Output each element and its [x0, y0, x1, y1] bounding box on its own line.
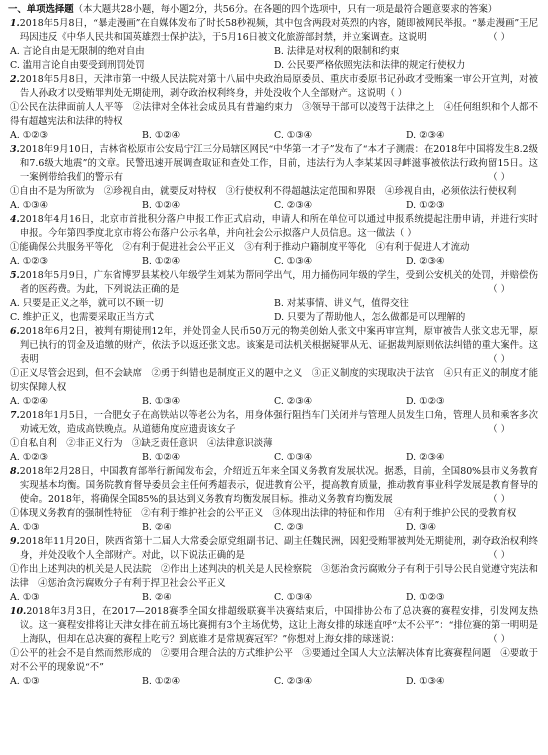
option-c: C. ②③④	[274, 676, 313, 687]
question-stem	[10, 269, 538, 297]
question-stem	[10, 17, 538, 45]
option-c: C. ①③④	[274, 130, 313, 141]
statement-list: ①公平的社会不是自然而然形成的 ②要用合理合法的方式维护公平 ③要通过全国人大立法解决体育比赛赛程问题 ④要敢于对不公平的现象说“不”	[10, 648, 538, 673]
option-row	[10, 311, 538, 325]
option-c: C. ①③④	[274, 452, 313, 463]
option-row	[10, 297, 538, 311]
question-stem	[10, 213, 538, 241]
option-d: D. ①②③	[406, 200, 445, 211]
option-b: B. 对某事情、讲义气，值得交往	[274, 298, 409, 309]
option-row	[10, 591, 538, 605]
option-a: A. ①③④	[10, 200, 48, 211]
option-row	[10, 199, 538, 213]
option-b: B. ①②④	[142, 200, 181, 211]
question-stem	[10, 409, 538, 437]
statement-list: ①自由不是为所欲为 ②珍视自由，就要反对特权 ③行使权利不得超越法定范围和界限 ④珍视自由，必须依法行使权利	[10, 186, 517, 197]
option-d: D. ②③④	[406, 130, 445, 141]
question-7	[10, 409, 538, 465]
option-c: C. 滥用言论自由要受到刑罚处罚	[10, 60, 145, 71]
question-stem	[10, 325, 538, 367]
question-text: 2018年4月16日，北京市首批积分落户申报工作正式启动，申请人和所在单位可以通过申报系统提起注册申请，并进行实时申报。今年第四季度北京市将公布落户公示名单，并向社会公示拟落户人员信息。这一做法（ ）	[19, 214, 538, 239]
question-5	[10, 269, 538, 325]
option-row	[10, 129, 538, 143]
option-row	[10, 675, 538, 689]
answer-parenthesis: （ ）	[488, 32, 510, 43]
option-d: D. ②③④	[406, 256, 445, 267]
question-list	[10, 17, 538, 689]
option-d: D. ③④	[406, 522, 436, 533]
option-b: B. ①②④	[142, 452, 181, 463]
question-9	[10, 535, 538, 605]
question-number: 10.	[10, 606, 27, 617]
answer-parenthesis: （ ）	[488, 424, 510, 435]
question-4	[10, 213, 538, 269]
question-text: 2018年1月5日，一合肥女子在高铁站以等老公为名，用身体强行阻挡车门关闭并与管理人员发生口角，管理人员和乘客多次劝诫无效，造成高铁晚点。从道德角度应遗责该女子	[19, 410, 538, 435]
question-2	[10, 73, 538, 143]
answer-parenthesis: （ ）	[488, 284, 510, 295]
answer-parenthesis: （ ）	[488, 354, 510, 365]
option-b: B. 法律是对权利的限制和约束	[274, 46, 400, 57]
question-text: 2018年5月9日，广东省博罗县某校八年级学生刘某为帮同学出气，用力捅伤同年级的学生，受到公安机关的处罚，并赔偿伤者的医药费。为此，下列说法正确的是	[19, 270, 538, 295]
statement-list: ①正义尽管会迟到，但不会缺席 ②勇于纠错也是制度正义的题中之义 ③正义制度的实现取决于法官 ④只有正义的制度才能切实保障人权	[10, 368, 538, 393]
option-b: B. ②④	[142, 522, 172, 533]
option-a: A. ①②④	[10, 396, 48, 407]
option-a: A. ①②③	[10, 256, 48, 267]
question-number: 7.	[10, 410, 20, 421]
question-text: 2018年2月28日，中国教育部举行新闻发布会，介绍近五年来全国义务教育发展状况。据悉，目前，全国80%县市义务教育实现基本均衡。国务院教育督导委员会主任何秀超表示，促进教育公平，提高教育质量，推动教育事业科学发展是教育督导的使命。2018年，将确保全国85%的县达到义务教育均衡发展目标。推动义务教育均衡发展	[19, 466, 538, 505]
question-number: 9.	[10, 536, 20, 547]
question-3	[10, 143, 538, 213]
option-b: B. ①②④	[142, 256, 181, 267]
option-d: D. ①②③	[406, 396, 445, 407]
question-number: 8.	[10, 466, 20, 477]
option-a: A. 只要是正义之举，就可以不顾一切	[10, 298, 164, 309]
question-stem	[10, 535, 538, 563]
answer-parenthesis: （ ）	[488, 494, 510, 505]
statement-list: ①能确保公共服务平等化 ②有利于促进社会公平正义 ③有利于推动户籍制度平等化 ④有利于促进人才流动	[10, 242, 470, 253]
question-stem	[10, 143, 538, 185]
statement-list: ①作出上述判决的机关是人民法院 ②作出上述判决的机关是人民检察院 ③惩治贪污腐败分子有利于引导公民自觉遵守宪法和法律 ④惩治贪污腐败分子有利于捍卫社会公平正义	[10, 564, 538, 589]
option-row	[10, 59, 538, 73]
option-b: B. ②④	[142, 592, 172, 603]
answer-parenthesis: （ ）	[488, 634, 510, 645]
question-stem	[10, 465, 538, 507]
section-instructions: （本大题共28小题，每小题2分，共56分。在各题的四个选项中，只有一项是最符合题意要求的答案）	[73, 4, 498, 15]
question-text: 2018年6月2日，被判有期徒刑12年，并处罚金人民币50万元的物美创始人张文中案再审宣判，原审被告人张文忠无罪，原判已执行的罚金及追缴的财产，依法予以返还张文忠。该案是司法机关根据疑罪从无、证据裁判原则依法纠错的重大案件。这表明	[19, 326, 538, 365]
section-title: 一、单项选择题	[8, 4, 74, 15]
question-stem	[10, 73, 538, 101]
question-8	[10, 465, 538, 535]
question-number: 6.	[10, 326, 20, 337]
question-text: 2018年9月10日，吉林省松原市公安局宁江三分局辖区网民“中华第一才子”发布了“本才子测震：在2018年中国将发生8.2级和7.6级大地震”的文章。民警迅速开展调查取证和查处工作，目前，违法行为人李某某因寻衅滋事被依法行政拘留15日。这一案例带给我们的警示有	[19, 144, 538, 183]
option-c: C. ②③④	[274, 396, 313, 407]
option-row	[10, 45, 538, 59]
question-10	[10, 605, 538, 689]
statement-list: ①自私自利 ②非正义行为 ③缺乏责任意识 ④法律意识淡薄	[10, 438, 273, 449]
option-a: A. 言论自由是无限制的绝对自由	[10, 46, 145, 57]
question-stem	[10, 605, 538, 647]
question-number: 2.	[10, 74, 20, 85]
option-a: A. ①③	[10, 592, 40, 603]
option-d: D. ①③④	[406, 676, 445, 687]
option-d: D. 只要为了帮助他人，怎么做都是可以理解的	[274, 312, 466, 323]
option-row	[10, 451, 538, 465]
answer-parenthesis: （ ）	[488, 550, 510, 561]
section-heading	[8, 3, 538, 17]
option-c: C. ②③	[274, 522, 304, 533]
option-c: C. ①③④	[274, 592, 313, 603]
option-d: D. ①②③	[406, 592, 445, 603]
option-row	[10, 255, 538, 269]
option-c: C. 维护正义，也需要采取正当方式	[10, 312, 155, 323]
question-6	[10, 325, 538, 409]
option-d: D. 公民要严格依照宪法和法律的规定行使权力	[274, 60, 466, 71]
statement-list: ①公民在法律面前人人平等 ②法律对全体社会成员具有普遍约束力 ③领导干部可以凌驾于法律之上 ④任何组织和个人都不得有超越宪法和法律的特权	[10, 102, 538, 127]
option-c: C. ①③④	[274, 256, 313, 267]
question-text: 2018年5月8日，“暴走漫画”在自媒体发布了时长58秒视频，其中包含两段对英烈的内容，随即被网民举报。“暴走漫画”王尼玛因违反《中华人民共和国英雄烈士保护法》，于5月16日被文化旅游部封禁，并立案调查。这说明	[19, 18, 538, 43]
question-text: 2018年3月3日，在2017—2018赛季全国女排超级联赛半决赛结束后，中国排协公布了总决赛的赛程安排，引发网友热议。这一赛程安排将让天津女排在前五场比赛拥有3个主场优势，这让上海女排的球迷直呼“太不公平”：“排位赛的第一明明是上海队，但却在总决赛的赛程上吃亏？到底谁才是常规赛冠军？”你想对上海女排的球迷说：	[19, 606, 538, 645]
option-d: D. ②③④	[406, 452, 445, 463]
question-text: 2018年11月20日，陕西省第十二届人大常委会原党组副书记、副主任魏民洲，因犯受贿罪被判处无期徒刑，剥夺政治权利终身，并处没收个人全部财产。对此，以下说法正确的是	[19, 536, 538, 561]
answer-parenthesis: （ ）	[488, 172, 510, 183]
question-number: 3.	[10, 144, 20, 155]
option-row	[10, 395, 538, 409]
question-text: 2018年5月8日，天津市第一中级人民法院对第十八届中央政治局原委员、重庆市委原书记孙政才受贿案一审公开宣判，对被告人孙政才以受贿罪判处无期徒刑，剥夺政治权利终身，并处没收个人全部财产。这说明（ ）	[19, 74, 538, 99]
option-a: A. ①②③	[10, 452, 48, 463]
question-1	[10, 17, 538, 73]
option-a: A. ①③	[10, 676, 40, 687]
question-number: 5.	[10, 270, 20, 281]
question-number: 4.	[10, 214, 20, 225]
option-b: B. ①②④	[142, 676, 181, 687]
statement-list: ①体现义务教育的强制性特征 ②有利于维护社会的公平正义 ③体现出法律的特征和作用 ④有利于维护公民的受教育权	[10, 508, 517, 519]
option-a: A. ①③	[10, 522, 40, 533]
question-number: 1.	[10, 18, 20, 29]
option-c: C. ②③④	[274, 200, 313, 211]
option-row	[10, 521, 538, 535]
option-b: B. ①③④	[142, 396, 181, 407]
option-b: B. ①②④	[142, 130, 181, 141]
option-a: A. ①②③	[10, 130, 48, 141]
